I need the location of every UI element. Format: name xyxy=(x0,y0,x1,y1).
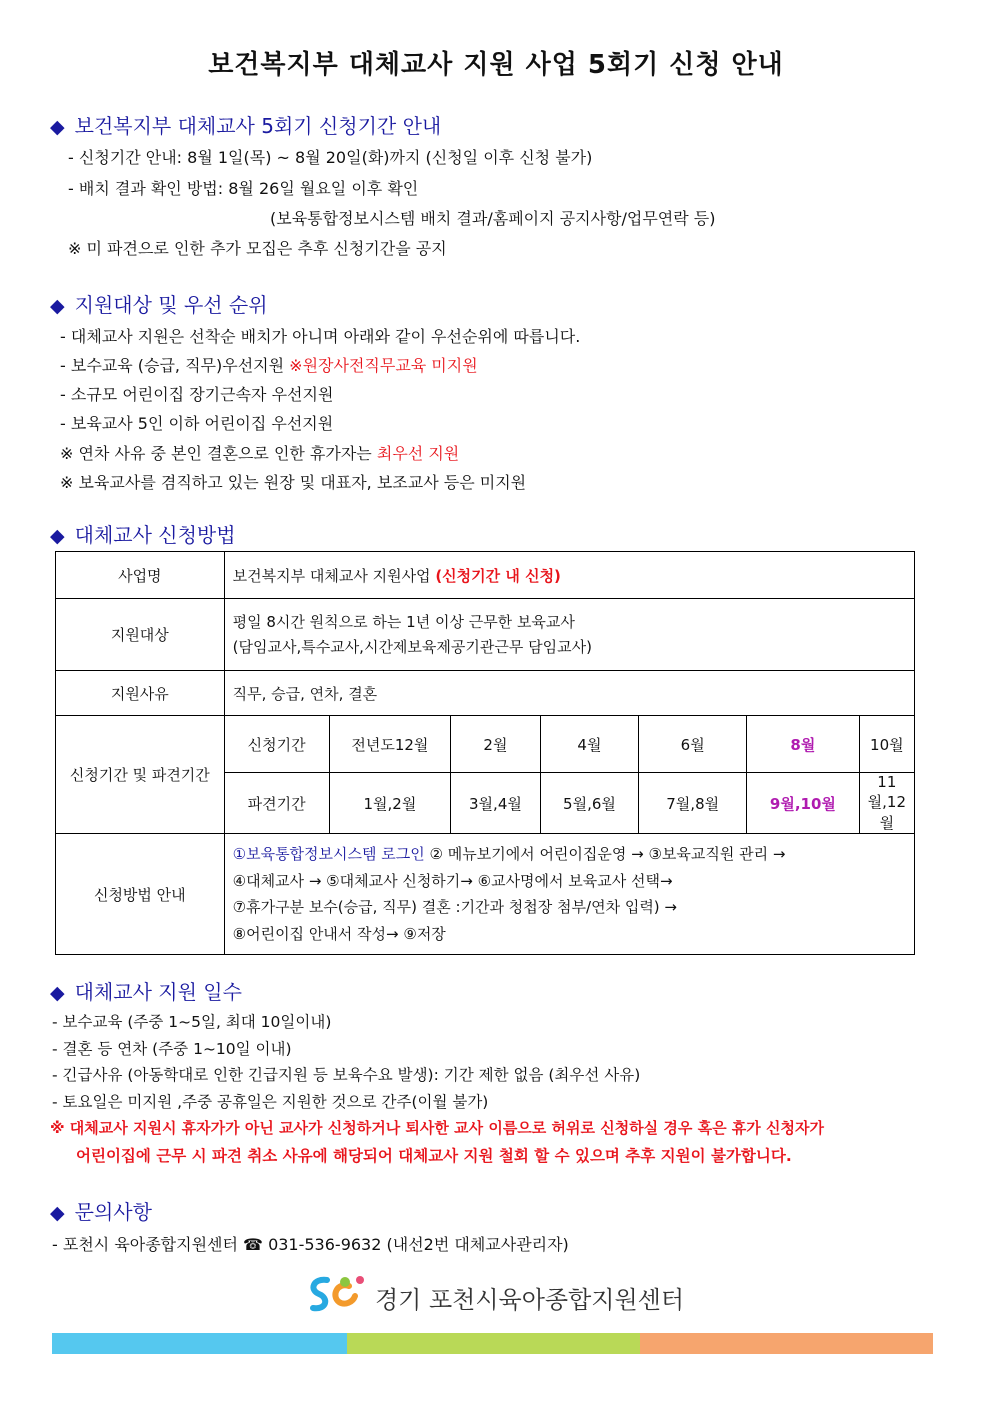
days-line: - 결혼 등 연차 (주중 1~10일 이내) xyxy=(52,1040,292,1058)
page-title: 보건복지부 대체교사 지원 사업 5회기 신청 안내 xyxy=(208,50,784,80)
logo-text: 경기 포천시육아종합지원센터 xyxy=(375,1286,685,1314)
result-sources: (보육통합정보시스템 배치 결과/홈페이지 공지사항/업무연락 등) xyxy=(270,209,716,228)
table-label: 지원대상 xyxy=(56,599,225,671)
footer-bar-blue xyxy=(52,1333,347,1354)
table-row xyxy=(56,716,915,773)
table-sub-label: 신청기간 xyxy=(224,716,329,773)
result-line: - 배치 결과 확인 방법: 8월 26일 월요일 이후 확인 xyxy=(68,179,419,198)
login-link[interactable]: ①보육통합정보시스템 로그인 xyxy=(232,845,425,863)
days-line: - 긴급사유 (아동학대로 인한 긴급지원 등 보육수요 발생): 기간 제한 없음 (최우선 사유) xyxy=(52,1066,641,1084)
target-line: - 보육교사 5인 이하 어린이집 우선지원 xyxy=(60,414,334,433)
warning-line: ※ 대체교사 지원시 휴자가가 아닌 교사가 신청하거나 퇴사한 교사 이름으로 허위로 신청하실 경우 혹은 휴가 신청자가 xyxy=(50,1119,824,1137)
apply-month: 전년도12월 xyxy=(329,716,451,773)
apply-month: 4월 xyxy=(540,716,639,773)
table-row xyxy=(56,599,915,671)
footer-bar-green xyxy=(347,1333,640,1354)
table-label: 지원사유 xyxy=(56,671,225,716)
target-note: ※ 연차 사유 중 본인 결혼으로 인한 휴가자는 최우선 지원 xyxy=(60,444,460,463)
table-row xyxy=(56,671,915,716)
table-value: 보건복지부 대체교사 지원사업 (신청기간 내 신청) xyxy=(224,552,914,599)
diamond-icon: ◆ xyxy=(50,525,65,547)
target-line: - 대체교사 지원은 선착순 배치가 아니며 아래와 같이 우선순위에 따릅니다. xyxy=(60,327,581,346)
days-line: - 토요일은 미지원 ,주중 공휴일은 지원한 것으로 간주(이월 불가) xyxy=(52,1093,489,1111)
dispatch-month: 11월,12월 xyxy=(859,773,914,834)
application-table xyxy=(55,551,915,955)
section-heading-period: ◆ 보건복지부 대체교사 5회기 신청기간 안내 xyxy=(50,114,442,138)
footer-bar-orange xyxy=(640,1333,933,1354)
table-row xyxy=(56,552,915,599)
table-sub-label: 파견기간 xyxy=(224,773,329,834)
dispatch-month-current: 9월,10월 xyxy=(747,773,860,834)
dispatch-month: 3월,4월 xyxy=(451,773,540,834)
target-line: - 소규모 어린이집 장기근속자 우선지원 xyxy=(60,385,334,404)
warning-line: 어린이집에 근무 시 파견 취소 사유에 해당되어 대체교사 지원 철회 할 수 있으며 추후 지원이 불가합니다. xyxy=(76,1147,792,1165)
table-value: 직무, 승급, 연차, 결혼 xyxy=(224,671,914,716)
note-line: ※ 미 파견으로 인한 추가 모집은 추후 신청기간을 공지 xyxy=(68,239,447,258)
days-line: - 보수교육 (주중 1~5일, 최대 10일이내) xyxy=(52,1013,332,1031)
apply-month: 10월 xyxy=(859,716,914,773)
dispatch-month: 1월,2월 xyxy=(329,773,451,834)
apply-month: 2월 xyxy=(451,716,540,773)
diamond-icon: ◆ xyxy=(50,982,65,1004)
apply-month: 6월 xyxy=(639,716,747,773)
logo-mark-icon xyxy=(305,1272,371,1318)
section-heading-target: ◆ 지원대상 및 우선 순위 xyxy=(50,293,268,317)
section-heading-contact: ◆ 문의사항 xyxy=(50,1200,152,1224)
diamond-icon: ◆ xyxy=(50,295,65,317)
apply-month-current: 8월 xyxy=(747,716,860,773)
target-note: ※ 보육교사를 겸직하고 있는 원장 및 대표자, 보조교사 등은 미지원 xyxy=(60,473,527,492)
section-heading-days: ◆ 대체교사 지원 일수 xyxy=(50,980,242,1004)
target-line: - 보수교육 (승급, 직무)우선지원 ※원장사전직무교육 미지원 xyxy=(60,356,478,375)
method-steps: ①보육통합정보시스템 로그인 ② 메뉴보기에서 어린이집운영 → ③보육교직원 관리 → ④대체교사 → ⑤대체교사 신청하기→ ⑥교사명에서 보육교사 선택→ ⑦휴가구분 보수(승급, 직무) 결혼 :기간과 청첩장 첨부/연차 입력) → ⑧어린이집 안내서 작성→ ⑨저장 xyxy=(224,834,914,955)
table-label: 사업명 xyxy=(56,552,225,599)
contact-line: - 포천시 육아종합지원센터 ☎ 031-536-9632 (내선2번 대체교사관리자) xyxy=(52,1235,569,1254)
table-label: 신청방법 안내 xyxy=(56,834,225,955)
period-line: - 신청기간 안내: 8월 1일(목) ~ 8월 20일(화)까지 (신청일 이후 신청 불가) xyxy=(68,148,593,167)
table-row xyxy=(56,834,915,955)
dispatch-month: 7월,8월 xyxy=(639,773,747,834)
diamond-icon: ◆ xyxy=(50,116,65,138)
section-heading-method: ◆ 대체교사 신청방법 xyxy=(50,523,236,547)
center-logo xyxy=(305,1272,705,1318)
dispatch-month: 5월,6월 xyxy=(540,773,639,834)
table-label: 신청기간 및 파견기간 xyxy=(56,716,225,834)
table-value: 평일 8시간 원칙으로 하는 1년 이상 근무한 보육교사 (담임교사,특수교사,시간제보육제공기관근무 담임교사) xyxy=(224,599,914,671)
diamond-icon: ◆ xyxy=(50,1202,65,1224)
